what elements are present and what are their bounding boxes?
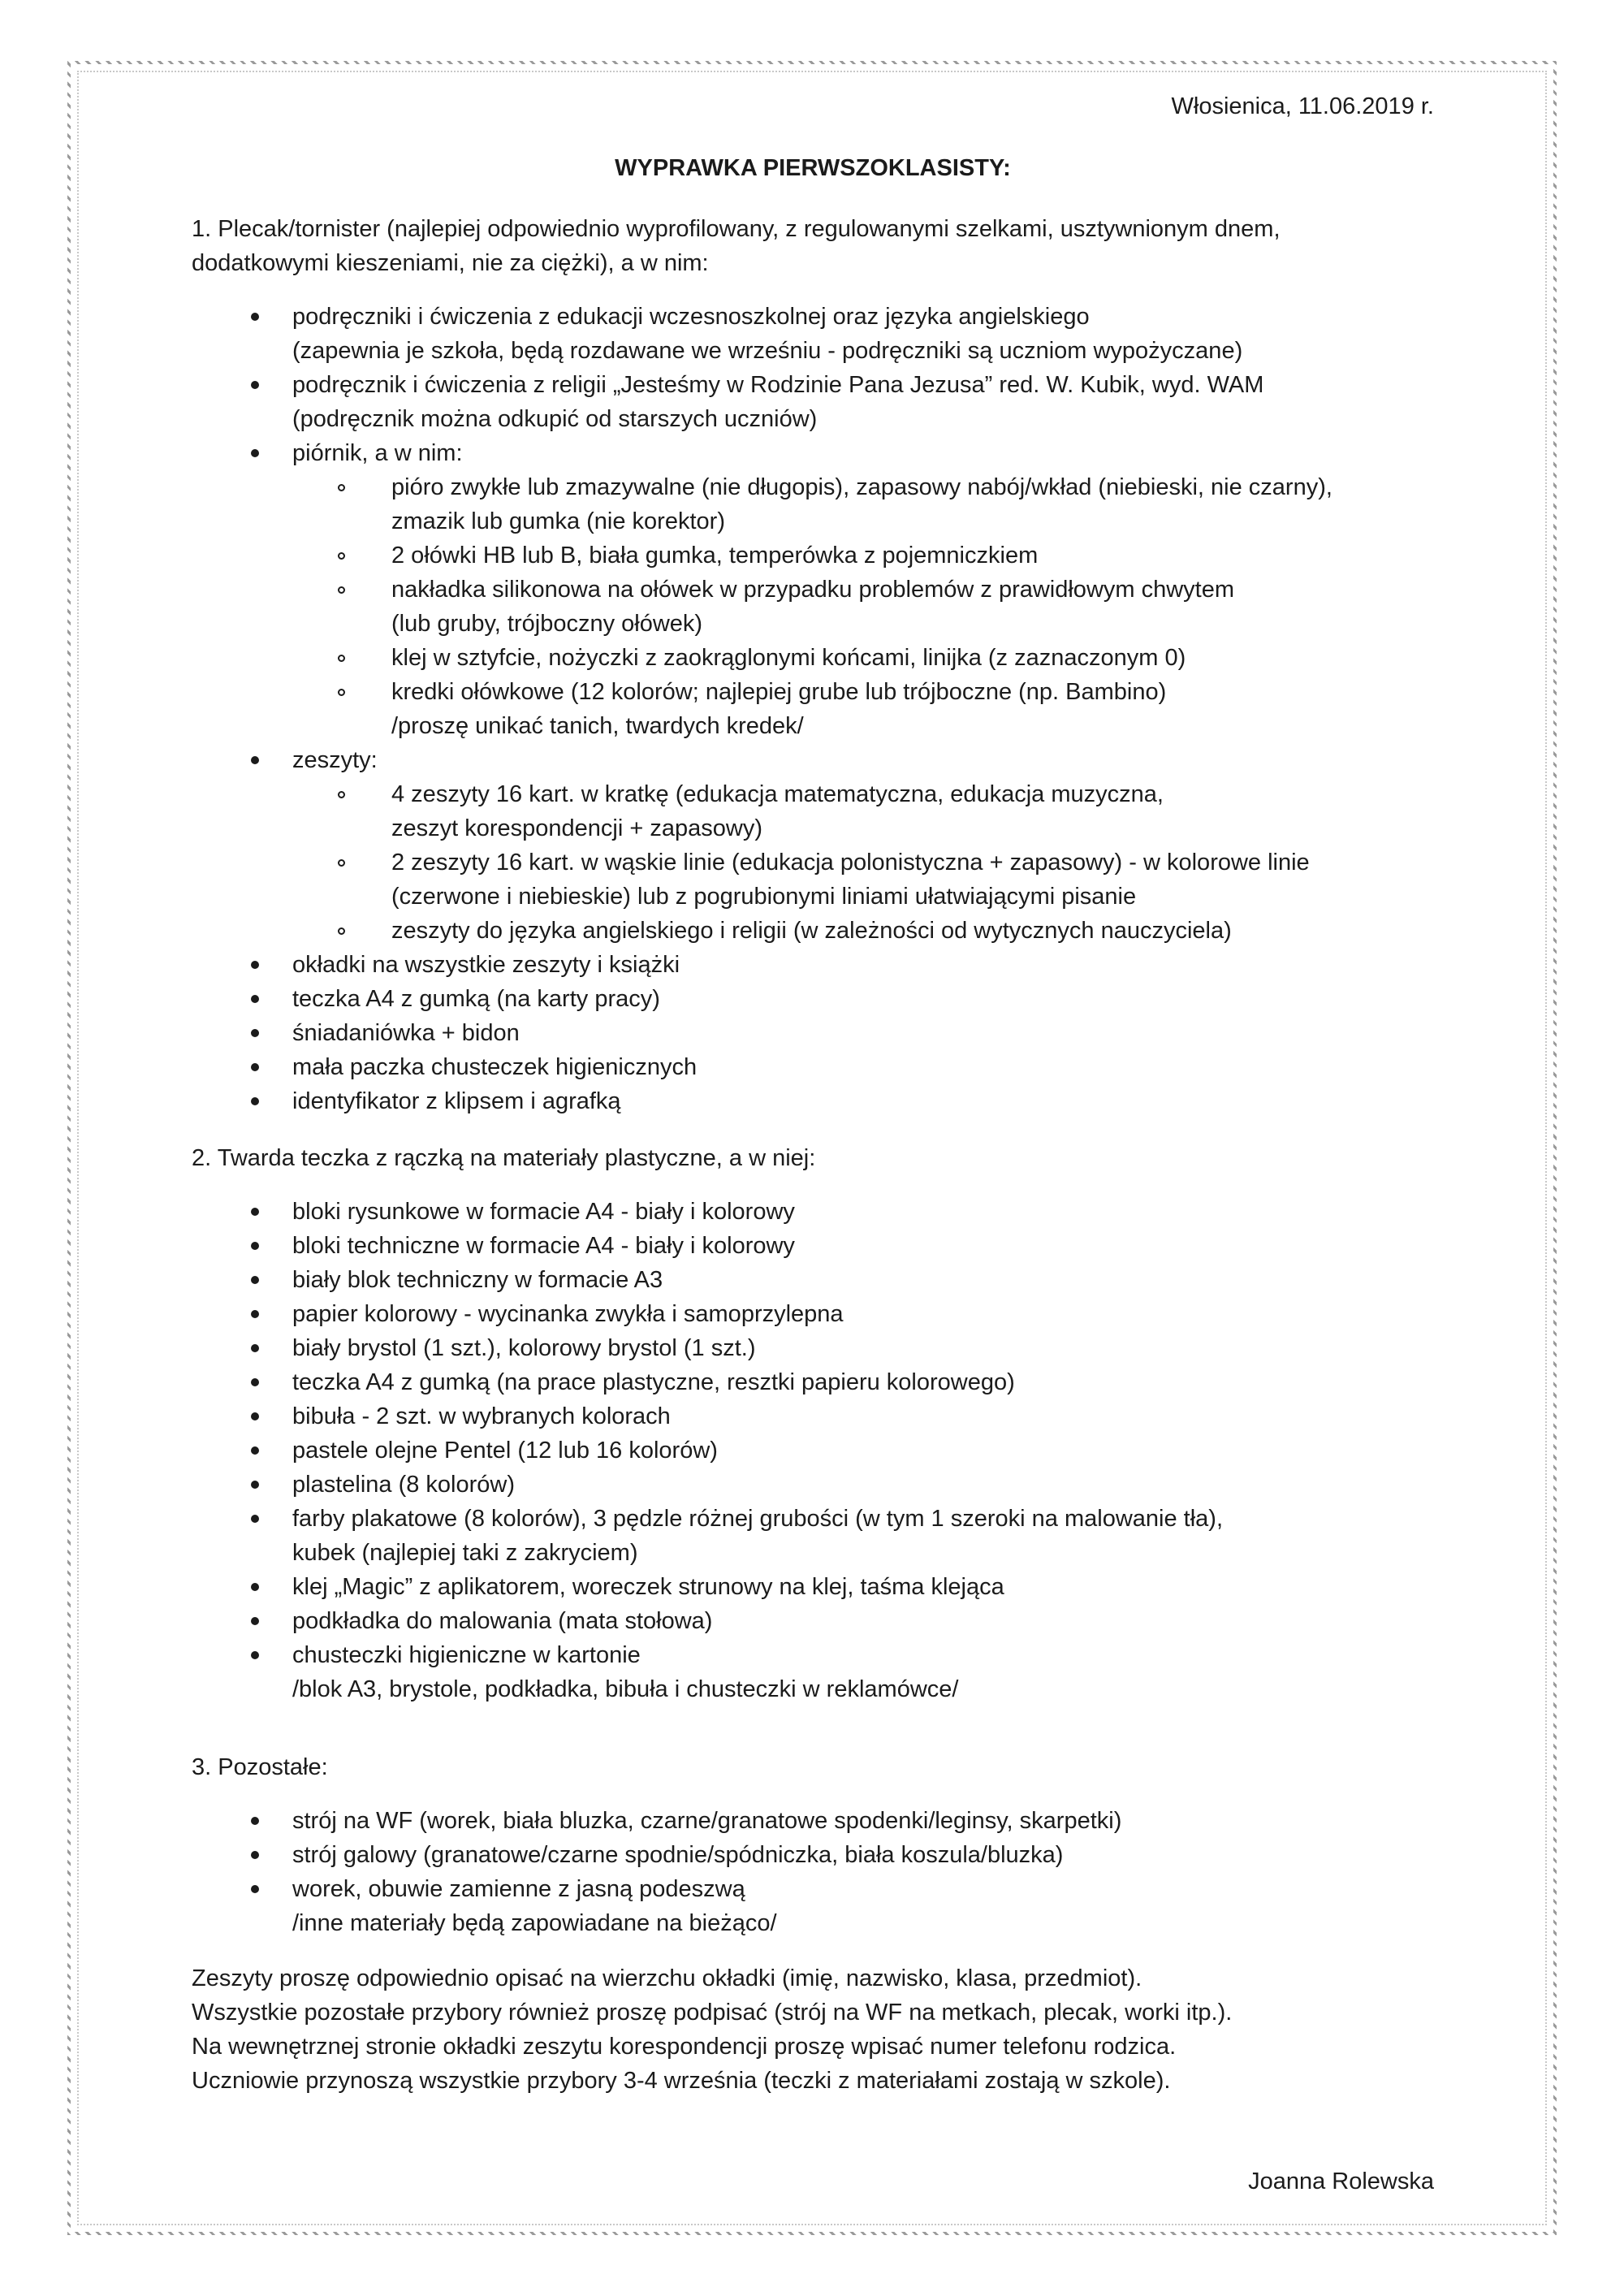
sub-list-item-text: 2 zeszyty 16 kart. w wąskie linie (edukacja polonistyczna + zapasowy) - w kolorowe linie bbox=[391, 850, 1310, 876]
list-item-text: śniadaniówka + bidon bbox=[292, 1020, 520, 1046]
sub-list-item-text: (czerwone i niebieskie) lub z pogrubionymi liniami ułatwiającymi pisanie bbox=[391, 884, 1137, 910]
sub-list-item-text: zeszyt korespondencji + zapasowy) bbox=[391, 815, 762, 841]
list-item-text: podręczniki i ćwiczenia z edukacji wczesnoszkolnej oraz języka angielskiego bbox=[292, 304, 1090, 330]
notebooks-list bbox=[292, 777, 1434, 948]
list-item-text: zeszyty: bbox=[292, 747, 378, 773]
list-item-text: strój na WF (worek, biała bluzka, czarne/granatowe spodenki/leginsy, skarpetki) bbox=[292, 1808, 1122, 1834]
list-item bbox=[192, 1804, 1434, 1838]
list-item-text: teczka A4 z gumką (na prace plastyczne, resztki papieru kolorowego) bbox=[292, 1369, 1015, 1395]
list-item-text: mała paczka chusteczek higienicznych bbox=[292, 1054, 698, 1080]
closing-notes bbox=[192, 1961, 1434, 2098]
document-title: WYPRAWKA PIERWSZOKLASISTY: bbox=[615, 155, 1011, 181]
note-line: Uczniowie przynoszą wszystkie przybory 3-4 września (teczki z materiałami zostają w szkole). bbox=[192, 2068, 1171, 2094]
section-heading bbox=[192, 212, 1434, 280]
list-item bbox=[192, 1399, 1434, 1433]
list-item bbox=[192, 1838, 1434, 1872]
note-line: Wszystkie pozostałe przybory również proszę podpisać (strój na WF na metkach, plecak, worki itp.). bbox=[192, 2000, 1233, 2026]
list-item bbox=[192, 1872, 1434, 1940]
sub-list-item-text: 2 ołówki HB lub B, biała gumka, temperówka z pojemniczkiem bbox=[391, 543, 1039, 569]
list-item bbox=[192, 1263, 1434, 1297]
list-item-text: okładki na wszystkie zeszyty i książki bbox=[292, 952, 680, 978]
list-item-text: kubek (najlepiej taki z zakryciem) bbox=[292, 1540, 638, 1566]
list-item bbox=[192, 300, 1434, 368]
section-heading: 2. Twarda teczka z rączką na materiały plastyczne, a w niej: bbox=[192, 1145, 816, 1171]
sub-list-item bbox=[292, 641, 1434, 675]
note-line: Na wewnętrznej stronie okładki zeszytu korespondencji proszę wpisać numer telefonu rodzica. bbox=[192, 2034, 1177, 2060]
list-item-text: teczka A4 z gumką (na karty pracy) bbox=[292, 986, 660, 1012]
list-item-text: pastele olejne Pentel (12 lub 16 kolorów) bbox=[292, 1438, 718, 1464]
sub-list-item-text: kredki ołówkowe (12 kolorów; najlepiej grube lub trójboczne (np. Bambino) bbox=[391, 679, 1167, 705]
backpack-list bbox=[192, 300, 1434, 1118]
signature: Joanna Rolewska bbox=[1248, 2168, 1434, 2194]
list-item bbox=[192, 1433, 1434, 1468]
list-item bbox=[192, 1084, 1434, 1118]
section-other bbox=[192, 1750, 1434, 1940]
list-item-text: bibuła - 2 szt. w wybranych kolorach bbox=[292, 1403, 671, 1429]
sub-list-item-text: zeszyty do języka angielskiego i religii (w zależności od wytycznych nauczyciela) bbox=[391, 918, 1232, 944]
list-item bbox=[192, 436, 1434, 743]
sub-list-item-text: klej w sztyfcie, nożyczki z zaokrąglonymi końcami, linijka (z zaznaczonym 0) bbox=[391, 645, 1186, 671]
sub-list-item bbox=[292, 845, 1434, 914]
list-item bbox=[192, 1365, 1434, 1399]
list-item-text: strój galowy (granatowe/czarne spodnie/spódniczka, biała koszula/bluzka) bbox=[292, 1842, 1064, 1868]
art-folder-list bbox=[192, 1195, 1434, 1706]
section-heading-line: 1. Plecak/tornister (najlepiej odpowiednio wyprofilowany, z regulowanymi szelkami, usztywnionym dnem, bbox=[192, 216, 1281, 242]
other-list bbox=[192, 1804, 1434, 1940]
list-item-text: worek, obuwie zamienne z jasną podeszwą bbox=[292, 1876, 745, 1902]
sub-list-item-text: zmazik lub gumka (nie korektor) bbox=[391, 508, 725, 534]
sub-list-item bbox=[292, 470, 1434, 538]
list-item-text: klej „Magic” z aplikatorem, woreczek strunowy na klej, taśma klejąca bbox=[292, 1574, 1004, 1600]
sub-list-item-text: nakładka silikonowa na ołówek w przypadku problemów z prawidłowym chwytem bbox=[391, 577, 1235, 603]
list-item bbox=[192, 1195, 1434, 1229]
list-item-text: biały blok techniczny w formacie A3 bbox=[292, 1267, 663, 1293]
list-item-text: plastelina (8 kolorów) bbox=[292, 1472, 516, 1498]
document-date: Włosienica, 11.06.2019 r. bbox=[1171, 93, 1434, 119]
list-item bbox=[192, 1050, 1434, 1084]
list-item-text: farby plakatowe (8 kolorów), 3 pędzle różnej grubości (w tym 1 szeroki na malowanie tła), bbox=[292, 1506, 1223, 1532]
sub-list-item bbox=[292, 777, 1434, 845]
sub-list-item bbox=[292, 538, 1434, 573]
list-item bbox=[192, 1468, 1434, 1502]
list-item bbox=[192, 1502, 1434, 1570]
list-item bbox=[192, 1570, 1434, 1604]
sub-list-item-text: /proszę unikać tanich, twardych kredek/ bbox=[391, 713, 804, 739]
list-item-text: podręcznik i ćwiczenia z religii „Jesteśmy w Rodzinie Pana Jezusa” red. W. Kubik, wyd. WAM bbox=[292, 372, 1264, 398]
list-item-text: biały brystol (1 szt.), kolorowy brystol (1 szt.) bbox=[292, 1335, 756, 1361]
sub-list-item-text: (lub gruby, trójboczny ołówek) bbox=[391, 611, 703, 637]
list-item-text: /inne materiały będą zapowiadane na bieżąco/ bbox=[292, 1910, 777, 1936]
list-item bbox=[192, 1297, 1434, 1331]
list-item-text: (podręcznik można odkupić od starszych uczniów) bbox=[292, 406, 818, 432]
list-item bbox=[192, 948, 1434, 982]
section-art-folder bbox=[192, 1141, 1434, 1706]
list-item bbox=[192, 743, 1434, 948]
list-item bbox=[192, 1331, 1434, 1365]
list-item-text: bloki techniczne w formacie A4 - biały i kolorowy bbox=[292, 1233, 795, 1259]
list-item bbox=[192, 368, 1434, 436]
list-item-text: piórnik, a w nim: bbox=[292, 440, 463, 466]
note-line: Zeszyty proszę odpowiednio opisać na wierzchu okładki (imię, nazwisko, klasa, przedmiot). bbox=[192, 1965, 1142, 1991]
list-item bbox=[192, 1638, 1434, 1706]
list-item bbox=[192, 982, 1434, 1016]
list-item-text: /blok A3, brystole, podkładka, bibuła i chusteczki w reklamówce/ bbox=[292, 1676, 959, 1702]
list-item-text: bloki rysunkowe w formacie A4 - biały i kolorowy bbox=[292, 1199, 795, 1225]
list-item bbox=[192, 1016, 1434, 1050]
sub-list-item bbox=[292, 573, 1434, 641]
section-heading-line: dodatkowymi kieszeniami, nie za ciężki), a w nim: bbox=[192, 250, 709, 276]
list-item bbox=[192, 1229, 1434, 1263]
section-backpack bbox=[192, 212, 1434, 1118]
sub-list-item-text: 4 zeszyty 16 kart. w kratkę (edukacja matematyczna, edukacja muzyczna, bbox=[391, 781, 1164, 807]
sub-list-item bbox=[292, 914, 1434, 948]
list-item-text: podkładka do malowania (mata stołowa) bbox=[292, 1608, 713, 1634]
pencil-case-list bbox=[292, 470, 1434, 743]
list-item bbox=[192, 1604, 1434, 1638]
list-item-text: identyfikator z klipsem i agrafką bbox=[292, 1088, 621, 1114]
list-item-text: (zapewnia je szkoła, będą rozdawane we wrześniu - podręczniki są uczniom wypożyczane) bbox=[292, 338, 1243, 364]
list-item-text: chusteczki higieniczne w kartonie bbox=[292, 1642, 641, 1668]
section-heading: 3. Pozostałe: bbox=[192, 1754, 328, 1780]
sub-list-item-text: pióro zwykłe lub zmazywalne (nie długopis), zapasowy nabój/wkład (niebieski, nie czarny), bbox=[391, 474, 1332, 500]
list-item-text: papier kolorowy - wycinanka zwykła i samoprzylepna bbox=[292, 1301, 844, 1327]
sub-list-item bbox=[292, 675, 1434, 743]
